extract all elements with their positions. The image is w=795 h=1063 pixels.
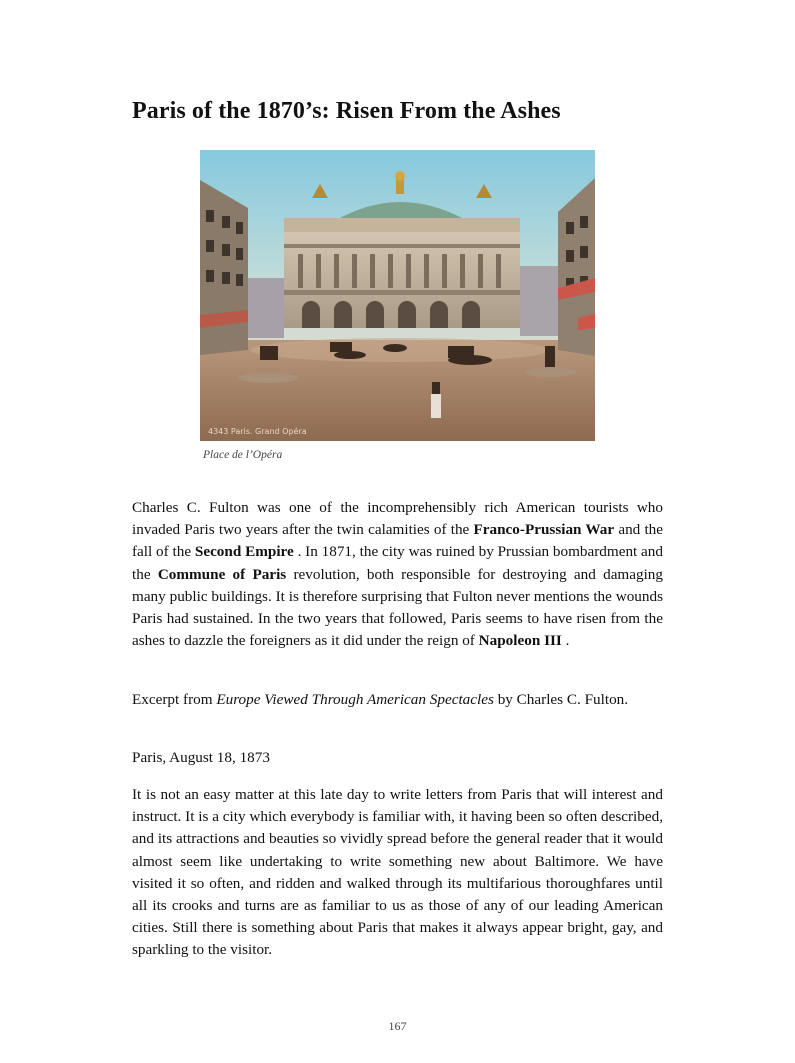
figure-caption: Place de l’Opéra [203,449,283,461]
opera-photo [200,150,595,441]
photo-stamp-text: 4343 Paris. Grand Opéra [208,427,307,436]
link-commune-of-paris: Commune of Paris [157,565,287,583]
page-title: Paris of the 1870’s: Risen From the Ashes [132,98,561,124]
text-run: revolution, both responsible for destroying and damaging many public buildings. It is therefore surprising that Fulton never mentions the wounds Paris had sustained. In the two years that followed, Paris seems to have risen from the ashes to dazzle the foreigners as it did under the reign of [132,565,663,650]
excerpt-source [132,689,663,711]
link-napoleon-iii: Napoleon III [478,632,562,650]
link-second-empire: Second Empire [194,543,294,561]
text-run: and the fall of the [132,521,664,561]
text-run: . In 1871, the city was ruined by Prussian bombardment and the [132,543,663,583]
book-title: Europe Viewed Through American Spectacles [216,691,494,708]
text-run: Excerpt from [132,691,217,708]
page-number: 167 [388,1019,407,1033]
text-run: Charles C. Fulton was one of the incomprehensibly rich American tourists who invaded Paris two years after the twin calamities of the [132,499,663,539]
text-run: . [561,632,570,650]
text-run: by Charles C. Fulton. [493,691,629,708]
dateline: Paris, August 18, 1873 [132,749,270,766]
letter-paragraph: It is not an easy matter at this late day to write letters from Paris that will interest and instruct. It is a city which everybody is familiar with, it having been so often described, and its attractions and beauties so vividly spread before the general reader that it would almost seem like undertaking to write something new about Baltimore. We have visited it so often, and ridden and walked through its multifarious thoroughfares until all its crooks and turns are as familiar to us as those of any of our leading American cities. Still there is something about Paris that makes it always appear bright, gay, and sparkling to the visitor. [132,786,663,959]
intro-paragraph [132,497,663,652]
link-franco-prussian-war: Franco-Prussian War [473,521,615,539]
